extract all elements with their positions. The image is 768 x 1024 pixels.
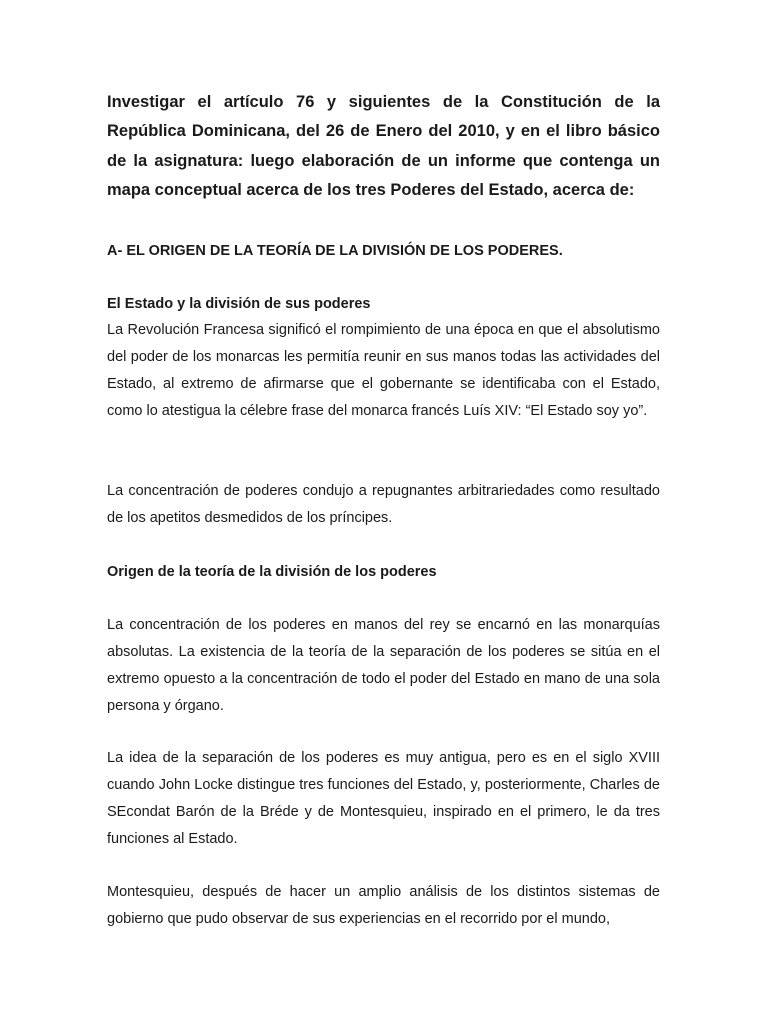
paragraph-revolucion: La Revolución Francesa significó el rompimiento de una época en que el absolutismo del poder de los monarcas les permitía reunir en sus manos todas las actividades del Estado, al extremo de afirmarse que el gobernante se identificaba con el Estado, como lo atestigua la célebre frase del monarca francés Luís XIV: “El Estado soy yo”.: [107, 322, 660, 419]
intro-paragraph: Investigar el artículo 76 y siguientes de la Constitución de la República Dominicana, del 26 de Enero del 2010, y en el libro básico de la asignatura: luego elaboración de un informe que contenga un mapa conceptual acerca de los tres Poderes del Estado, acerca de:: [107, 93, 660, 199]
paragraph-concentracion: La concentración de poderes condujo a repugnantes arbitrariedades como resultado de los apetitos desmedidos de los príncipes.: [107, 483, 660, 526]
section-a-title: A- EL ORIGEN DE LA TEORÍA DE LA DIVISIÓN DE LOS PODERES.: [107, 243, 563, 259]
subsection-title-estado: El Estado y la división de sus poderes: [107, 296, 371, 312]
subsection-title-origen: Origen de la teoría de la división de los poderes: [107, 564, 437, 580]
paragraph-montesquieu: Montesquieu, después de hacer un amplio análisis de los distintos sistemas de gobierno que pudo observar de sus experiencias en el recorrido por el mundo,: [107, 884, 660, 927]
paragraph-separacion: La idea de la separación de los poderes es muy antigua, pero es en el siglo XVIII cuando John Locke distingue tres funciones del Estado, y, posteriormente, Charles de SEcondat Barón de la Bréde y de Montesquieu, inspirado en el primero, le da tres funciones al Estado.: [107, 750, 660, 847]
paragraph-monarquias: La concentración de los poderes en manos del rey se encarnó en las monarquías absolutas. La existencia de la teoría de la separación de los poderes se sitúa en el extremo opuesto a la concentración de todo el poder del Estado en mano de una sola persona y órgano.: [107, 617, 660, 714]
document-page: [107, 88, 660, 927]
